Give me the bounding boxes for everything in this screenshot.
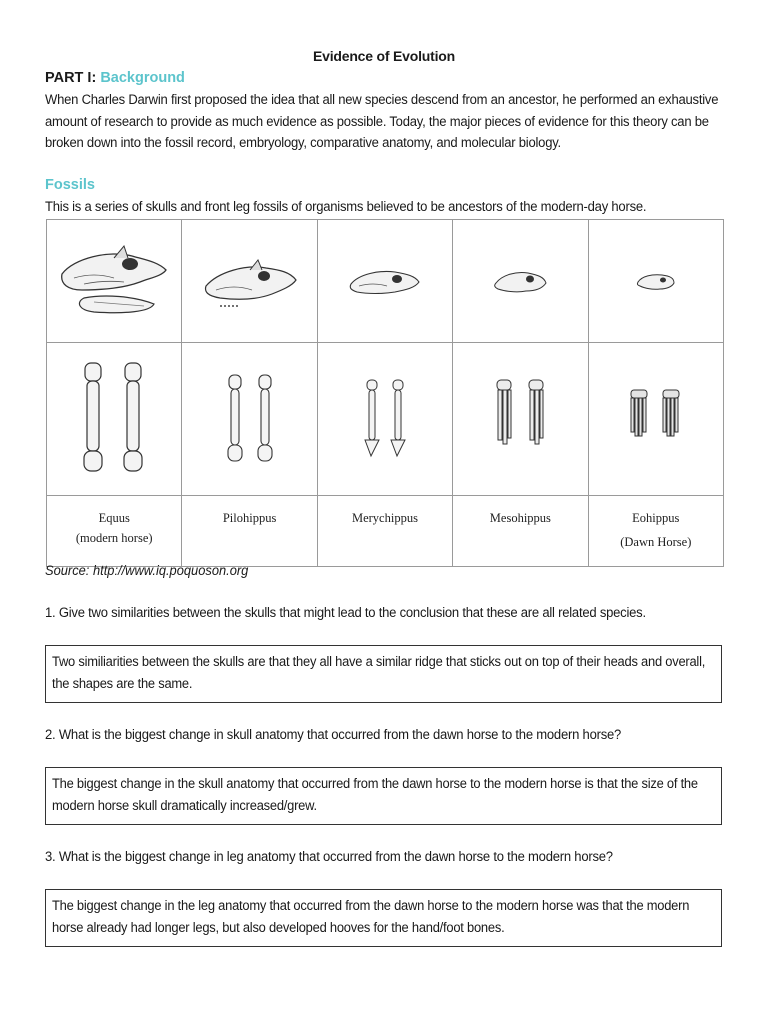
answer-2: The biggest change in the skull anatomy that occurred from the dawn horse to the modern horse is that the size of the modern horse skull dramatically increased/grew.	[52, 776, 698, 814]
skull-cell-mesohippus	[453, 220, 588, 343]
species-name: Pilohippus	[222, 511, 277, 525]
merychippus-leg-illustration	[355, 374, 415, 464]
species-name: Mesohippus	[489, 511, 551, 525]
question-3: 3. What is the biggest change in leg anatomy that occurred from the dawn horse to the modern horse?	[45, 849, 613, 865]
mesohippus-skull-illustration	[490, 261, 550, 301]
merychippus-skull-illustration	[345, 256, 425, 306]
fossils-description: This is a series of skulls and front leg fossils of organisms believed to be ancestors of the modern-day horse.	[45, 199, 647, 215]
leg-cell-equus	[47, 343, 182, 496]
source-citation: Source: http://www.iq.poquoson.org	[45, 562, 249, 578]
fossils-heading: Fossils	[45, 177, 95, 193]
species-cell	[182, 496, 317, 567]
page-title: Evidence of Evolution	[312, 48, 456, 64]
part-label: PART I:	[45, 70, 97, 86]
species-name: Merychippus	[351, 511, 418, 525]
answer-1: Two similiarities between the skulls are that they all have a similar ridge that sticks out on top of their heads and overall, the shapes are the same.	[52, 654, 706, 692]
species-cell	[453, 496, 588, 567]
equus-skull-illustration	[54, 236, 174, 326]
species-subname: (Dawn Horse)	[620, 535, 692, 549]
answer-box-2[interactable]	[45, 767, 722, 825]
eohippus-skull-illustration	[634, 266, 678, 296]
species-name: Eohippus	[632, 511, 680, 525]
leg-row	[47, 343, 724, 496]
species-name-row	[47, 496, 724, 567]
pilohippus-leg-illustration	[215, 369, 285, 469]
pilohippus-skull-illustration	[200, 246, 300, 316]
equus-leg-illustration	[69, 359, 159, 479]
leg-cell-eohippus	[588, 343, 723, 496]
mesohippus-leg-illustration	[487, 374, 553, 464]
leg-cell-pilohippus	[182, 343, 317, 496]
answer-box-1[interactable]	[45, 645, 722, 703]
intro-paragraph: When Charles Darwin first proposed the idea that all new species descend from an ancestor, he performed an exhaustive amount of research to provide as much evidence as possible. Today, the major pieces of evidence for this theory can be broken down into the fossil record, embryology, comparative anatomy, and molecular biology.	[45, 92, 719, 151]
skull-cell-pilohippus	[182, 220, 317, 343]
question-1: 1. Give two similarities between the skulls that might lead to the conclusion that these are all related species.	[45, 605, 646, 621]
skull-cell-equus	[47, 220, 182, 343]
skull-cell-merychippus	[317, 220, 452, 343]
species-cell	[317, 496, 452, 567]
species-cell	[588, 496, 723, 567]
species-subname: (modern horse)	[75, 531, 153, 545]
question-2: 2. What is the biggest change in skull anatomy that occurred from the dawn horse to the modern horse?	[45, 727, 622, 743]
species-cell	[47, 496, 182, 567]
fossil-comparison-table	[46, 219, 724, 567]
answer-3: The biggest change in the leg anatomy that occurred from the dawn horse to the modern horse was that the modern horse already had longer legs, but also developed hooves for the hand/foot bones.	[52, 898, 690, 936]
skull-row	[47, 220, 724, 343]
leg-cell-mesohippus	[453, 343, 588, 496]
species-name: Equus	[98, 511, 130, 525]
eohippus-leg-illustration	[623, 384, 689, 454]
skull-cell-eohippus	[588, 220, 723, 343]
leg-cell-merychippus	[317, 343, 452, 496]
part-name: Background	[100, 70, 185, 86]
answer-box-3[interactable]	[45, 889, 722, 947]
part-heading	[45, 70, 185, 86]
